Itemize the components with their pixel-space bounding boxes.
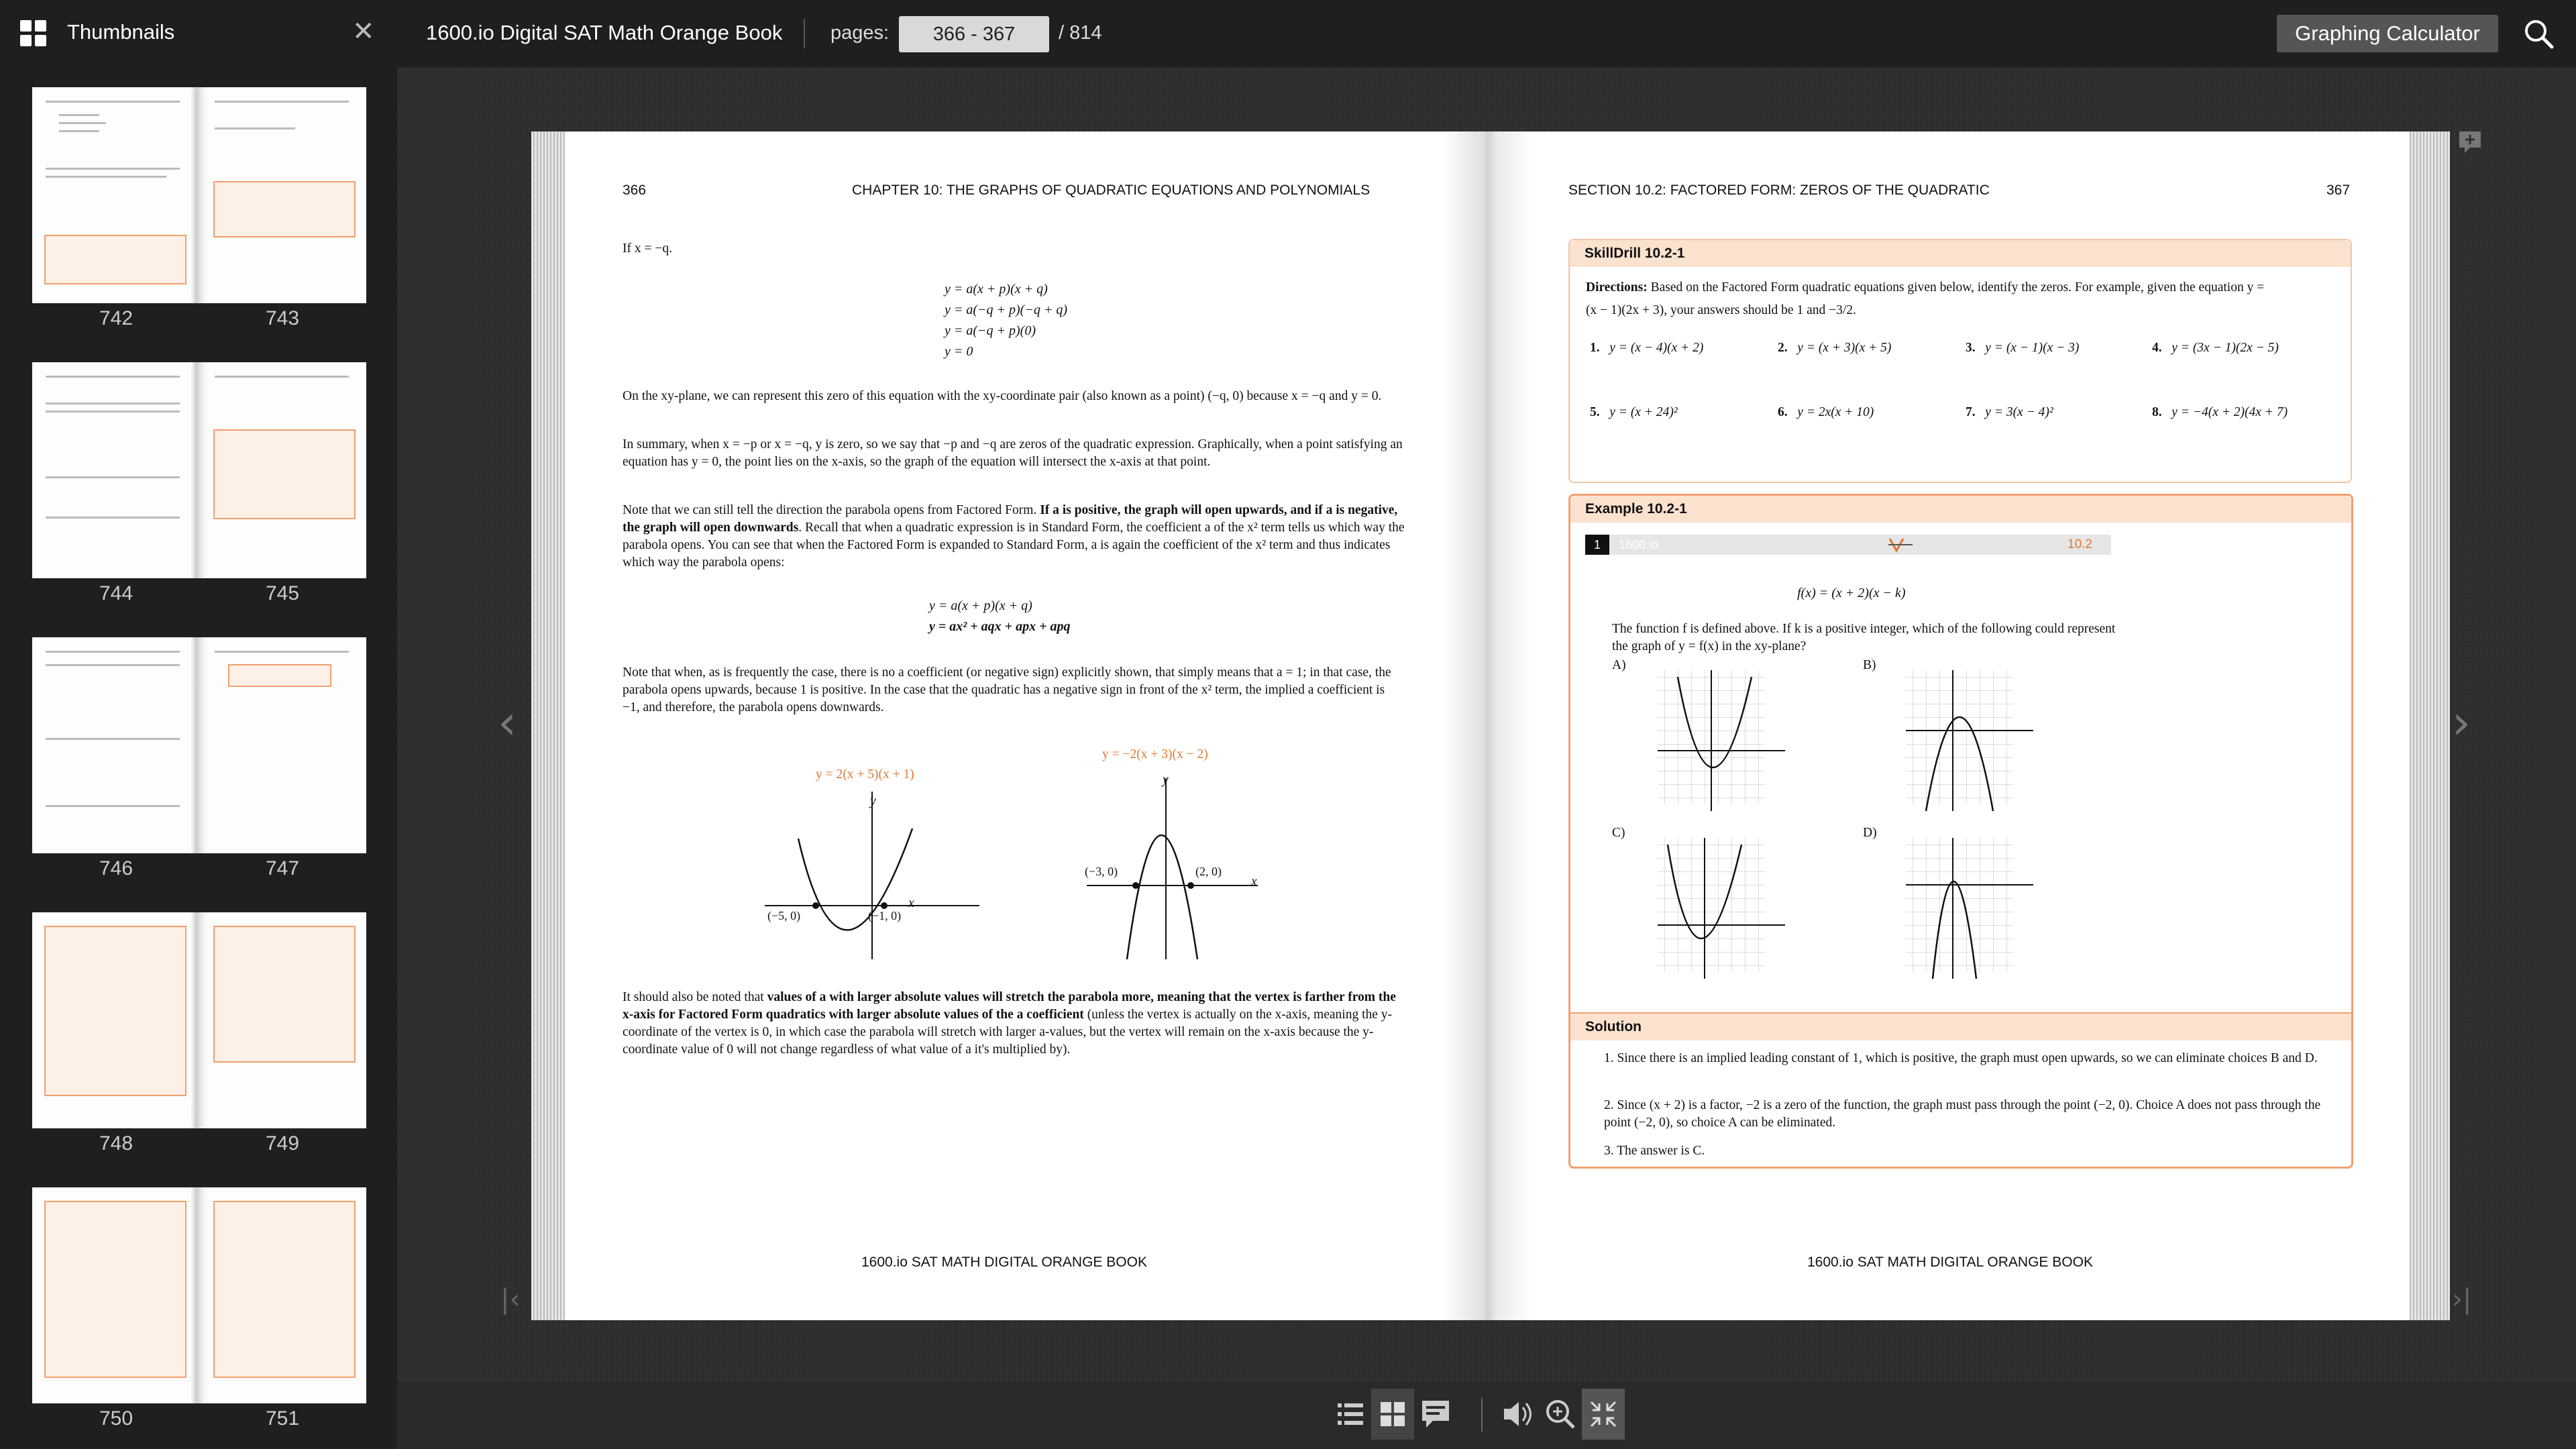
item-equation: y = 3(x − 4)² — [1985, 405, 2053, 419]
close-thumbnails-icon[interactable]: ✕ — [352, 17, 375, 46]
skilldrill-box — [1568, 239, 2352, 483]
bottom-toolbar — [1328, 1389, 1650, 1440]
paragraph-5-text: It should also be noted that — [623, 990, 767, 1004]
graph2-point-2: (2, 0) — [1195, 865, 1222, 878]
top-toolbar — [0, 0, 2576, 67]
thumbnail-gutter — [191, 362, 208, 578]
thumbnails-grid-icon[interactable] — [20, 20, 47, 47]
thumbnail-page-left — [32, 87, 197, 303]
thumbnail-gutter — [191, 87, 208, 303]
book-edge-right — [2410, 131, 2450, 1320]
thumbnail-page-right — [201, 912, 366, 1128]
graph1-point-1: (−5, 0) — [767, 909, 801, 922]
thumbnail-gutter — [191, 1187, 208, 1403]
toolbar-divider — [804, 19, 805, 48]
thumbnail-page-right — [201, 362, 366, 578]
graph2-title: y = −2(x + 3)(x − 2) — [1102, 747, 1208, 761]
thumbnails-view-icon[interactable] — [1371, 1389, 1414, 1440]
example-function: f(x) = (x + 2)(x − k) — [1797, 586, 1906, 600]
equation: y = 0 — [945, 344, 973, 359]
skilldrill-item — [1966, 341, 2079, 356]
thumbnail-page-right — [201, 637, 366, 853]
item-equation: y = −4(x + 2)(4x + 7) — [2171, 405, 2288, 419]
item-number: 7. — [1966, 405, 1976, 419]
sound-icon[interactable] — [1496, 1389, 1539, 1440]
equation: y = ax² + aqx + apx + apq — [929, 619, 1071, 634]
solution-title: Solution — [1570, 1012, 2351, 1040]
example-bar — [1585, 535, 2111, 555]
choice-c-label: C) — [1612, 826, 1625, 840]
book-edge-left — [531, 131, 565, 1320]
bottom-divider — [1481, 1398, 1483, 1432]
item-number: 2. — [1778, 341, 1788, 355]
graph2-ylabel: y — [1163, 773, 1169, 787]
thumbnail-page-left — [32, 362, 197, 578]
example-title: Example 10.2-1 — [1570, 496, 2351, 523]
thumbnail-page-left — [32, 1187, 197, 1403]
item-number: 5. — [1590, 405, 1600, 419]
search-icon[interactable] — [2522, 17, 2555, 50]
graphing-calculator-button[interactable]: Graphing Calculator — [2277, 15, 2498, 52]
item-number: 4. — [2152, 341, 2162, 355]
choice-d-label: D) — [1863, 826, 1877, 840]
thumbnail-spread[interactable] — [32, 87, 366, 303]
skilldrill-item — [1590, 405, 1678, 420]
page-number-right: 367 — [2326, 182, 2351, 198]
directions-label: Directions: — [1586, 280, 1648, 294]
graph-upward-parabola — [758, 758, 986, 966]
thumbnail-spread[interactable] — [32, 1187, 366, 1403]
thumbnail-page-number: 742 — [99, 307, 133, 329]
chapter-header: CHAPTER 10: THE GRAPHS OF QUADRATIC EQUATIONS AND POLYNOMIALS — [852, 182, 1371, 198]
item-number: 8. — [2152, 405, 2162, 419]
solution-step: 1. Since there is an implied leading constant of 1, which is positive, the graph must open upwards, so we can eliminate choices B and D. — [1604, 1051, 2318, 1065]
directions-text: Based on the Factored Form quadratic equations given below, identify the zeros. For example, given the equation y = (x − 1)(2x + 3), your answers should be 1 and −3/2. — [1586, 280, 2265, 317]
section-header: SECTION 10.2: FACTORED FORM: ZEROS OF THE QUADRATIC — [1568, 182, 1990, 198]
pages-input[interactable] — [899, 16, 1049, 52]
paragraph-1: On the xy-plane, we can represent this zero of this equation with the xy-coordinate pair (also known as a point) (−q, 0) because x = −q and y = 0. — [623, 389, 1382, 403]
book-spine — [1442, 131, 1533, 1320]
thumbnail-page-number: 744 — [99, 582, 133, 604]
example-box — [1568, 494, 2353, 1169]
thumbnail-page-number: 748 — [99, 1132, 133, 1155]
choice-b-label: B) — [1863, 658, 1876, 672]
choice-c-graph — [1651, 831, 1799, 985]
fullscreen-exit-icon[interactable] — [1582, 1389, 1625, 1440]
example-brand: 1600.io — [1619, 538, 1659, 551]
thumbnail-page-number: 750 — [99, 1407, 133, 1430]
thumbnail-page-number: 751 — [265, 1407, 300, 1430]
equation-block-2 — [929, 596, 1070, 637]
first-page-icon[interactable]: |‹ — [500, 1284, 521, 1315]
page-number-left: 366 — [623, 182, 647, 198]
thumbnail-page-left — [32, 637, 197, 853]
solution-step: 3. The answer is C. — [1604, 1144, 1705, 1158]
graph1-xlabel: x — [908, 896, 914, 910]
choice-a-label: A) — [1612, 658, 1626, 672]
item-equation: y = (x + 24)² — [1609, 405, 1678, 419]
skilldrill-item — [1966, 405, 2053, 420]
thumbnail-spread[interactable] — [32, 362, 366, 578]
thumbnails-title: Thumbnails — [67, 20, 175, 44]
equation: y = a(−q + p)(−q + q) — [945, 303, 1067, 317]
graph1-ylabel: y — [870, 794, 876, 808]
thumbnail-page-number: 743 — [265, 307, 300, 329]
paragraph-2: In summary, when x = −p or x = −q, y is zero, so we say that −p and −q are zeros of the quadratic expression. Graphically, when a point satisfying an equation has y = 0, the point lies on the x-axis, so the graph of the equation will intersect the x-axis at that point. — [623, 437, 1403, 469]
notes-icon[interactable] — [1414, 1389, 1457, 1440]
zoom-in-icon[interactable] — [1539, 1389, 1582, 1440]
graph2-point-1: (−3, 0) — [1085, 865, 1118, 878]
thumbnail-gutter — [191, 637, 208, 853]
skilldrill-item — [1778, 341, 1891, 356]
example-number: 1 — [1585, 535, 1609, 555]
skilldrill-title: SkillDrill 10.2-1 — [1570, 240, 2351, 267]
paragraph-5-bold: values of a with larger absolute values will stretch the parabola more, meaning that the vertex is farther from the x-axis for Factored Form quadratics with larger absolute values of the a coefficient — [623, 990, 1396, 1022]
item-equation: y = (x − 4)(x + 2) — [1609, 341, 1704, 355]
thumbnail-gutter — [191, 912, 208, 1128]
example-logo-icon — [1887, 536, 1914, 553]
choice-b-graph — [1899, 663, 2047, 818]
paragraph-3-rest: . Recall that when a quadratic expression is in Standard Form, the coefficient a of the x² term tells us which way the parabola opens. You can see that when the Factored Form is expanded to Standard Form, a is again the coefficient of the x² term and thus indicates which way the parabola opens: — [623, 521, 1405, 570]
thumbnail-spread[interactable] — [32, 912, 366, 1128]
thumbnail-page-number: 746 — [99, 857, 133, 879]
thumbnail-page-right — [201, 87, 366, 303]
paragraph-if: If x = −q. — [623, 241, 672, 256]
thumbnail-page-left — [32, 912, 197, 1128]
skilldrill-item — [1778, 405, 1874, 420]
skilldrill-item — [1590, 341, 1703, 356]
item-equation: y = (x − 1)(x − 3) — [1985, 341, 2080, 355]
item-number: 3. — [1966, 341, 1976, 355]
thumbnail-page-right — [201, 1187, 366, 1403]
example-question: The function f is defined above. If k is a positive integer, which of the following could represent the graph of y = f(x) in the xy-plane? — [1612, 622, 2116, 653]
item-equation: y = (3x − 1)(2x − 5) — [2171, 341, 2279, 355]
book-title: 1600.io Digital SAT Math Orange Book — [426, 21, 783, 44]
thumbnail-page-number: 747 — [265, 857, 300, 879]
item-number: 6. — [1778, 405, 1788, 419]
skilldrill-item — [2152, 405, 2288, 420]
pages-total: / 814 — [1059, 22, 1102, 44]
equation-block-1 — [945, 279, 1067, 362]
last-page-icon[interactable]: ›| — [2452, 1284, 2472, 1315]
thumbnail-spread[interactable] — [32, 637, 366, 853]
example-code: 10.2 — [2068, 537, 2092, 551]
thumbnails-sidebar — [0, 67, 397, 1449]
graph1-point-2: (−1, 0) — [868, 909, 902, 922]
previous-page-arrow[interactable]: ‹ — [498, 695, 517, 750]
solution-step: 2. Since (x + 2) is a factor, −2 is a zero of the function, the graph must pass through the point (−2, 0). Choice A does not pass through the point (−2, 0), so choice A can be eliminated. — [1604, 1098, 2321, 1130]
graph-downward-parabola — [1080, 745, 1261, 966]
graph1-title: y = 2(x + 5)(x + 1) — [816, 767, 914, 782]
paragraph-3 — [623, 502, 1405, 572]
item-equation: y = 2x(x + 10) — [1797, 405, 1874, 419]
graph2-xlabel: x — [1251, 875, 1257, 889]
paragraph-3-bold: If a is positive, the graph will open upwards, and if a is negative, the graph will open downwards — [623, 503, 1398, 535]
next-page-arrow[interactable]: › — [2452, 695, 2471, 750]
equation: y = a(x + p)(x + q) — [945, 282, 1048, 297]
item-number: 1. — [1590, 341, 1600, 355]
equation: y = a(x + p)(x + q) — [929, 598, 1032, 613]
thumbnail-page-number: 745 — [265, 582, 300, 604]
page-footer-right: 1600.io SAT MATH DIGITAL ORANGE BOOK — [1807, 1254, 2093, 1270]
pages-label: pages: — [830, 22, 890, 44]
thumbnail-page-number: 749 — [265, 1132, 300, 1155]
skilldrill-item — [2152, 341, 2279, 356]
choice-d-graph — [1899, 831, 2047, 985]
paragraph-5 — [623, 989, 1405, 1059]
add-note-icon[interactable] — [2457, 129, 2483, 156]
paragraph-5-rest: (unless the vertex is actually on the x-axis, meaning the y-coordinate of the vertex is 0, in which case the parabola will stretch with larger a-values, but the vertex will remain on the x-axis because the y-coordinate value of 0 will not change regardless of what value of a it's multiplied by). — [623, 1008, 1393, 1057]
equation: y = a(−q + p)(0) — [945, 323, 1036, 338]
skilldrill-directions — [1586, 276, 2277, 322]
paragraph-4: Note that when, as is frequently the case, there is no a coefficient (or negative sign) explicitly shown, that simply means that a = 1; in that case, the parabola opens upwards, because 1 is positive. In the case that the quadratic has a negative sign in front of the x² term, the implied a coefficient is −1, and therefore, the parabola opens downwards. — [623, 665, 1391, 714]
item-equation: y = (x + 3)(x + 5) — [1797, 341, 1892, 355]
table-of-contents-icon[interactable] — [1328, 1389, 1371, 1440]
page-footer-left: 1600.io SAT MATH DIGITAL ORANGE BOOK — [861, 1254, 1147, 1270]
choice-a-graph — [1651, 663, 1799, 818]
paragraph-3-text: Note that we can still tell the direction the parabola opens from Factored Form. — [623, 503, 1040, 517]
